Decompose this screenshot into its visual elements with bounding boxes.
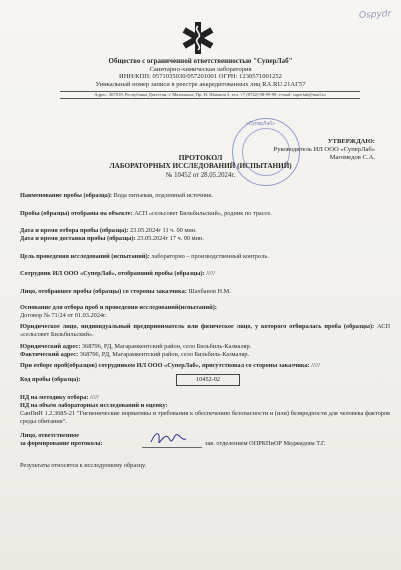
method-row [20, 394, 99, 402]
employee-row [20, 270, 215, 278]
employee-value: ///// [206, 270, 216, 277]
nd-label-row [20, 402, 168, 410]
registry-line: Уникальный номер записи в реестре аккредитованных лиц RA.RU.21АГ57 [95, 80, 306, 88]
sample-name-value: Вода питьевая, подземный источник. [113, 192, 214, 199]
approve-title: УТВЕРЖДАЮ: [327, 138, 375, 145]
entity-value: АСП «сельсовет Бильбильский». [20, 323, 390, 338]
sample-code-box: 10452-02 [176, 374, 240, 386]
resp-label-1: Лицо, ответственное [20, 432, 80, 439]
org-header [0, 58, 401, 88]
code-row [20, 376, 80, 384]
object-row [20, 210, 272, 218]
code-label: Код пробы (образца): [20, 376, 81, 383]
entity-row [20, 323, 390, 338]
signature-line [142, 447, 202, 448]
basis-row [20, 304, 217, 312]
actual-address-value: 368796, РД, Магарамкентский район, село Бильбиль-Казмаляр. [79, 351, 250, 358]
title-line-3: № 10452 от 28.05.2024г. [165, 172, 236, 179]
customer-person-row [20, 288, 231, 296]
object-label: Пробы (образцы) отобраны на объекте: [20, 210, 133, 217]
entity-label: Юридическое лицо, индивидуальный предприниматель или физическое лицо, у которого отбиралась проба (образцы): [20, 323, 375, 330]
signature-icon [148, 427, 188, 449]
actual-address-label: Фактический адрес: [20, 351, 79, 358]
stamp-text: «СуперЛаб» [246, 121, 275, 127]
sampling-date-value: 23.05.2024г 11 ч. 00 мин. [130, 227, 197, 234]
org-name: Общество с ограниченной ответственностью "СуперЛаб" [108, 57, 293, 65]
actual-address-row [20, 351, 249, 359]
delivery-date-row [20, 235, 204, 243]
address-line: Адрес: 367018, Республика Дагестан, г. Махачкала, Пр. Н. Шамиля 3, тел. +7 (8722) 98-99-99, e-mail: superlab@mail.ru [60, 91, 360, 99]
legal-address-value: 368796, РД, Магарамкентский район, село Бильбиль-Казмаляр. [81, 343, 252, 350]
footer-note: Результаты относятся к исследуемому образцу. [20, 462, 147, 469]
presence-value: ///// [311, 362, 320, 369]
approve-name: Магомедов С.А. [329, 154, 375, 161]
protocol-title [0, 153, 401, 180]
customer-person-value: Шахбанов Н.М. [188, 288, 231, 295]
legal-address-label: Юридический адрес: [20, 343, 81, 350]
purpose-value: лабораторно – производственный контроль. [151, 253, 269, 260]
title-line-2: ЛАБОРАТОРНЫХ ИССЛЕДОВАНИЙ (ИСПЫТАНИЙ) [109, 162, 292, 170]
title-line-1: ПРОТОКОЛ [178, 153, 223, 162]
sample-name-row [20, 192, 213, 200]
inn-line: ИНН/КПП: 0571035030/057201001 ОГРН: 1230571001252 [119, 73, 282, 81]
resp-label-2: за формирование протокола: [20, 440, 103, 447]
legal-address-row [20, 343, 251, 351]
basis-value: Договор № 71/24 от 01.03.2024г. [20, 312, 107, 319]
customer-person-label: Лицо, отобравшее пробы (образцы) со стороны заказчика: [20, 288, 187, 295]
handwritten-note: Ospydr [358, 9, 392, 21]
lab-name: Санитарно-химическая лаборатория [149, 65, 252, 73]
sample-name-label: Наименование пробы (образца): [20, 192, 113, 199]
method-label: НД на методику отбора: [20, 394, 89, 401]
sampling-date-row [20, 227, 197, 235]
nd-value: СанПиН 1.2.3685-21 "Гигиенические нормативы и требования к обеспечению безопасности и (или) безвредности для человека факторов среды обитания". [20, 410, 390, 425]
purpose-label: Цель проведения исследований (испытаний): [20, 253, 150, 260]
presence-label: При отборе проб(образцов) сотрудником ИЛ ООО «СуперЛаб», присутствовал со стороны заказчика: [20, 362, 310, 369]
method-value: ///// [90, 394, 99, 401]
presence-row [20, 362, 390, 370]
approve-role: Руководитель ИЛ ООО «СуперЛаб» [273, 146, 375, 153]
employee-label: Сотрудник ИЛ ООО «СуперЛаб», отобравший пробы (образцы): [20, 270, 205, 277]
basis-label: Основание для отбора проб и проведения исследований(испытаний): [20, 304, 217, 311]
delivery-date-value: 23.05.2024г 17 ч. 00 мин. [137, 235, 204, 242]
resp-value: зав. отделением ОПРКПиОР Меджидова Т.Г. [205, 440, 326, 447]
lab-logo-icon [176, 20, 220, 56]
sampling-date-label: Дата и время отбора пробы (образца): [20, 227, 129, 234]
nd-label: НД на объем лабораторных исследований и оценку: [20, 402, 168, 409]
delivery-date-label: Дата и время доставки пробы (образца): [20, 235, 136, 242]
purpose-row [20, 253, 269, 261]
object-value: АСП «сельсовет Бильбильский», родник по трассе. [134, 210, 272, 217]
